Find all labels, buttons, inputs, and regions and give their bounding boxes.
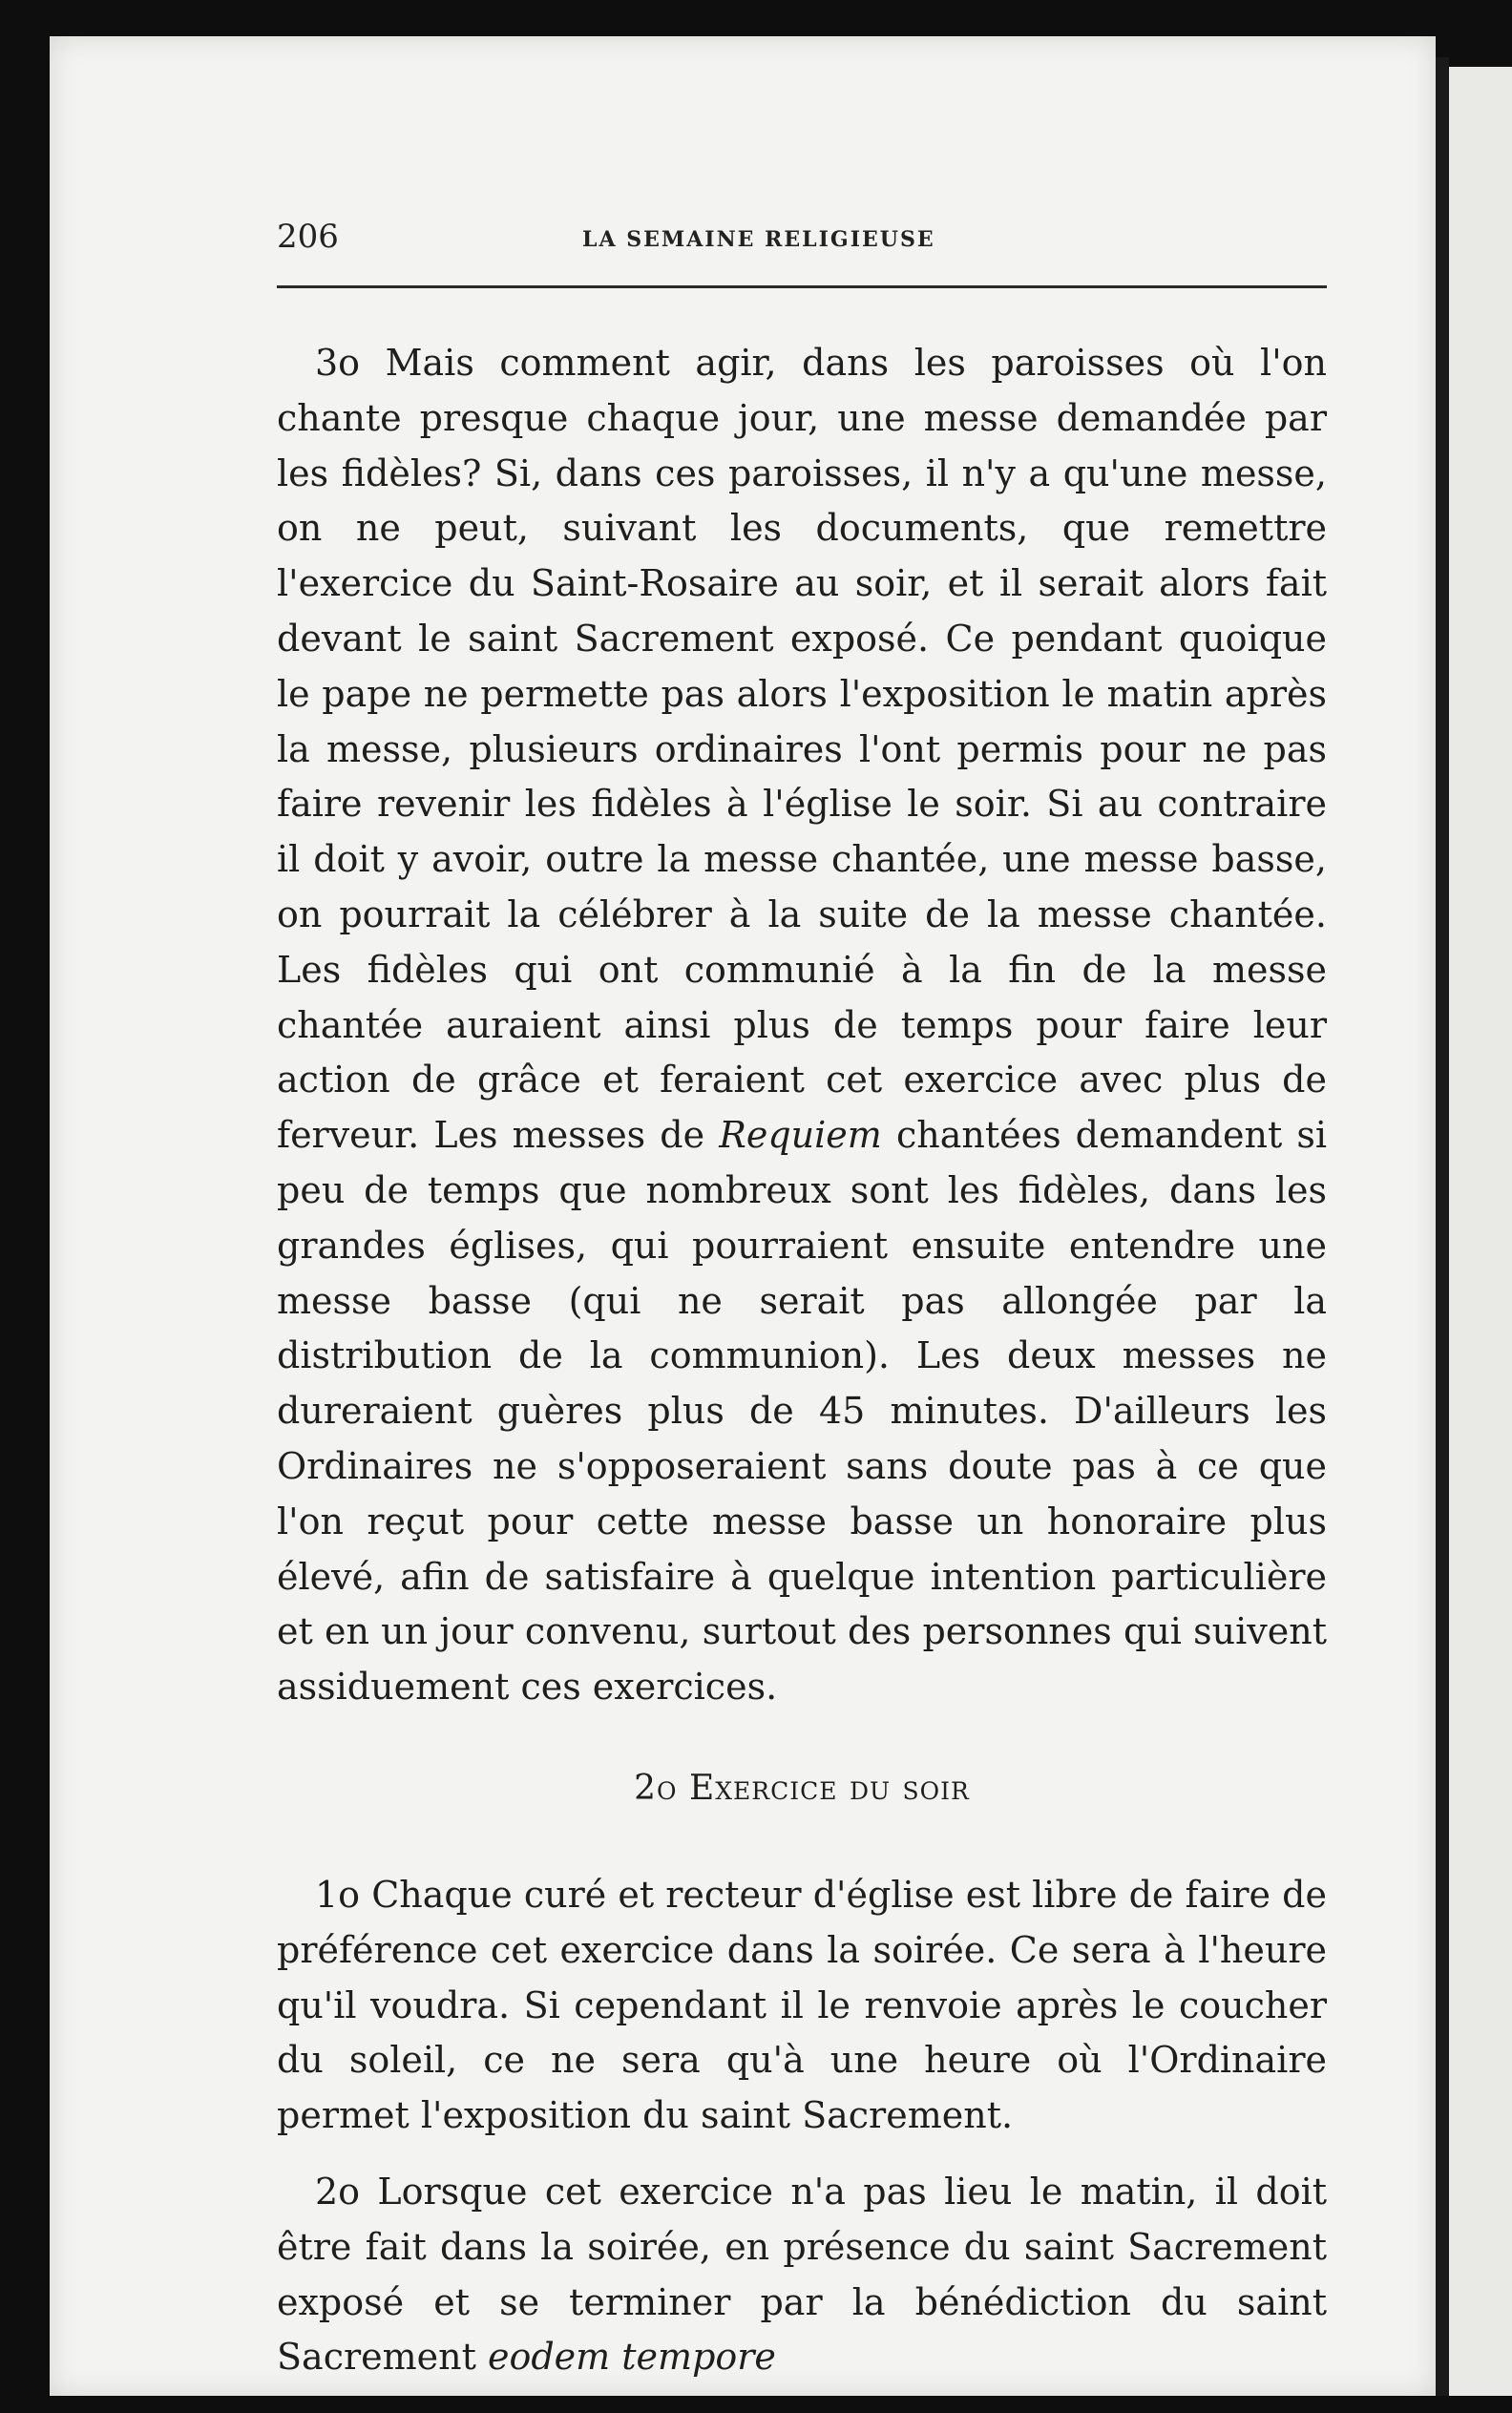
paragraph-1-end: chantées demandent si peu de temps que nombreux sont les fidèles, dans les grandes églises, qui pourraient ensuite entendre une messe basse (qui ne serait pas allongée par la distribution de la communion). Les deux messes ne dureraient guères plus de 45 minutes. D'ailleurs les Ordinaires ne s'opposeraient sans doute pas à ce que l'on reçut pour cette messe basse un honoraire plus élevé, afin de satisfaire à quelque intention particulière et en un jour convenu, surtout des personnes qui suivent assiduement ces exercices. xyxy=(277,1114,1327,1709)
paragraph-1 xyxy=(277,336,1327,1715)
body-text xyxy=(277,336,1327,2385)
paragraph-3-text: 2o Lorsque cet exercice n'a pas lieu le matin, il doit être fait dans la soirée, en présence du saint Sacrement exposé et se terminer par la bénédiction du saint Sacrement xyxy=(277,2170,1327,2379)
paragraph-3 xyxy=(277,2165,1327,2385)
page-number: 206 xyxy=(277,218,339,256)
next-page-edge xyxy=(1449,67,1512,2396)
paragraph-2: 1o Chaque curé et recteur d'église est libre de faire de préférence cet exercice dans la soirée. Ce sera à l'heure qu'il voudra. Si cependant il le renvoie après le coucher du soleil, ce ne sera qu'à une heure où l'Ordinaire permet l'exposition du saint Sacrement. xyxy=(277,1873,1327,2137)
section-title: 2o Exercice du soir xyxy=(634,1768,970,1808)
running-title: LA SEMAINE RELIGIEUSE xyxy=(582,227,935,252)
paragraph-1-italic: Requiem xyxy=(719,1114,882,1157)
paragraph-3-italic: eodem tempore xyxy=(487,2336,776,2379)
paragraph-1-text: 3o Mais comment agir, dans les paroisses où l'on chante presque chaque jour, une messe demandée par les fidèles? Si, dans ces paroisses, il n'y a qu'une messe, on ne peut, suivant les documents, que remettre l'exercice du Saint-Rosaire au soir, et il serait alors fait devant le saint Sacrement exposé. Ce pendant quoique le pape ne permette pas alors l'exposition le matin après la messe, plusieurs ordinaires l'ont permis pour ne pas faire revenir les fidèles à l'église le soir. Si au contraire il doit y avoir, outre la messe chantée, une messe basse, on pourrait la célébrer à la suite de la messe chantée. Les fidèles qui ont communié à la fin de la messe chantée auraient ainsi plus de temps pour faire leur action de grâce et feraient cet exercice avec plus de ferveur. Les messes de xyxy=(277,342,1327,1157)
page-gutter-shadow xyxy=(1436,57,1449,2396)
header-rule xyxy=(277,285,1327,288)
page-header xyxy=(277,218,1327,265)
